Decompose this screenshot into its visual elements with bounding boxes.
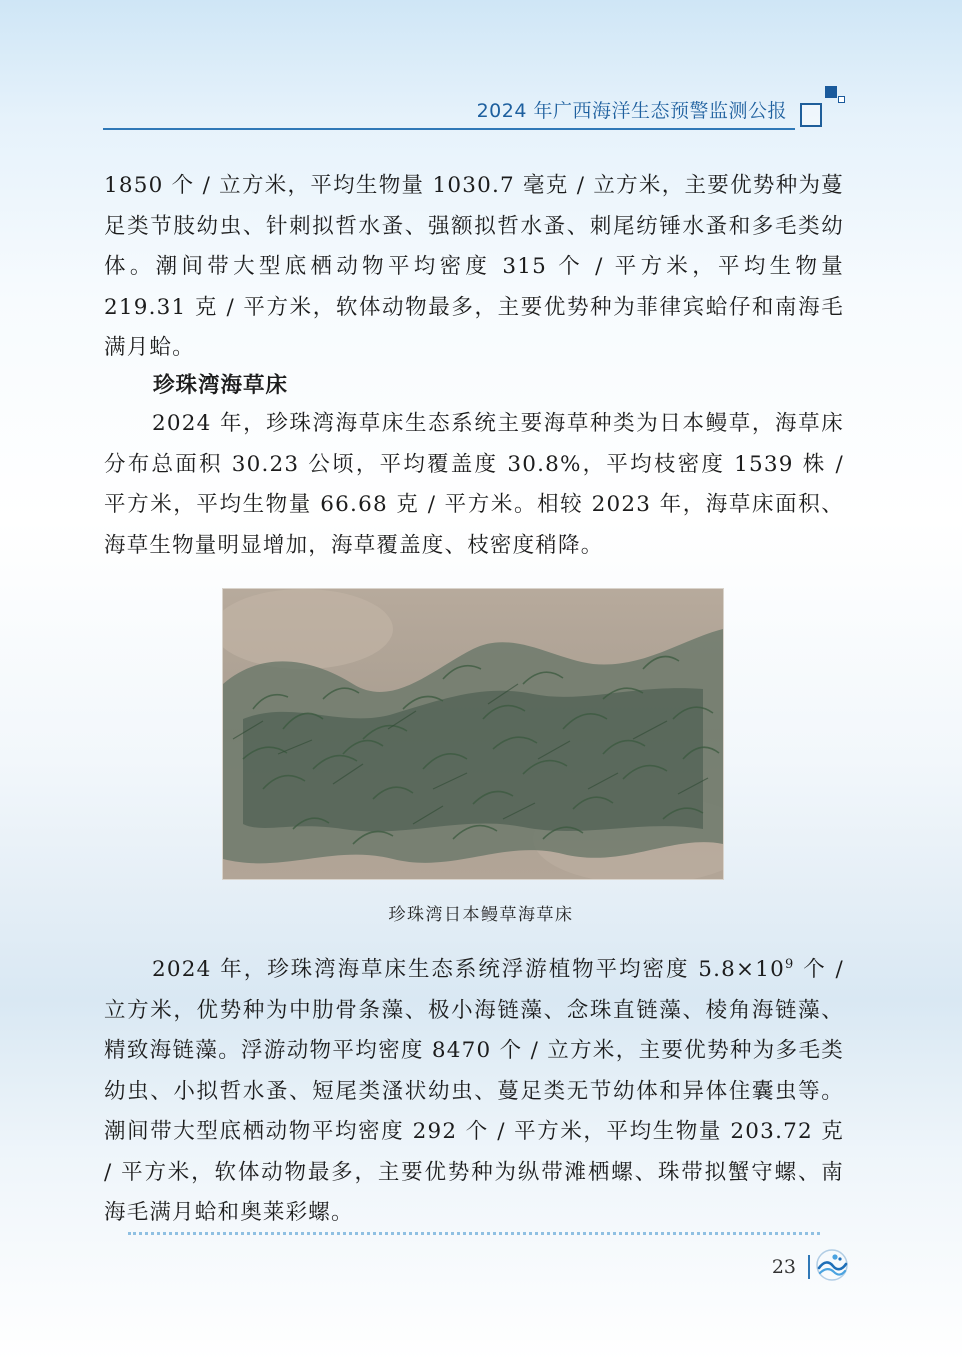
running-header-title: 2024 年广西海洋生态预警监测公报 xyxy=(476,100,787,122)
small-square-icon xyxy=(838,96,845,103)
exponent: 9 xyxy=(785,956,795,972)
square-frame-icon xyxy=(800,103,822,127)
section-heading: 珍珠湾海草床 xyxy=(153,373,289,398)
paragraph-seagrass-summary: 2024 年，珍珠湾海草床生态系统主要海草种类为日本鳗草，海草床分布总面积 30.23 公顷，平均覆盖度 30.8%，平均枝密度 1539 株 / 平方米，平均生物量 66.68 克 / 平方米。相较 2023 年，海草床面积、海草生物量明显增加，海草覆盖度、枝密度稍降。 xyxy=(104,411,844,558)
header-rule xyxy=(103,128,795,130)
figure-caption: 珍珠湾日本鳗草海草床 xyxy=(388,905,574,925)
seagrass-bed-photo xyxy=(222,588,724,880)
footer-divider xyxy=(808,1255,810,1279)
paragraph-text-part-1: 2024 年，珍珠湾海草床生态系统浮游植物平均密度 5.8×10 xyxy=(152,957,786,982)
footer-dotted-rule xyxy=(128,1232,820,1235)
paragraph-plankton-benthos xyxy=(104,950,844,1234)
paragraph-text-part-2: 个 / 立方米，优势种为中肋骨条藻、极小海链藻、念珠直链藻、棱角海链藻、精致海链藻。浮游动物平均密度 8470 个 / 立方米，主要优势种为多毛类幼虫、小拟哲水蚤、短尾类溞状幼虫、蔓足类无节幼体和异体住囊虫等。潮间带大型底栖动物平均密度 292 个 / 平方米，平均生物量 203.72 克 / 平方米，软体动物最多，主要优势种为纵带滩栖螺、珠带拟蟹守螺、南海毛满月蛤和奥莱彩螺。 xyxy=(104,957,845,1225)
page-number: 23 xyxy=(771,1256,796,1278)
filled-square-icon xyxy=(825,86,837,98)
paragraph-continued: 1850 个 / 立方米，平均生物量 1030.7 毫克 / 立方米，主要优势种为蔓足类节肢幼虫、针刺拟哲水蚤、强额拟哲水蚤、刺尾纺锤水蚤和多毛类幼体。潮间带大型底栖动物平均密度 315 个 / 平方米，平均生物量 219.31 克 / 平方米，软体动物最多，主要优势种为菲律宾蛤仔和南海毛满月蛤。 xyxy=(104,173,844,360)
wave-logo-icon xyxy=(815,1248,849,1282)
